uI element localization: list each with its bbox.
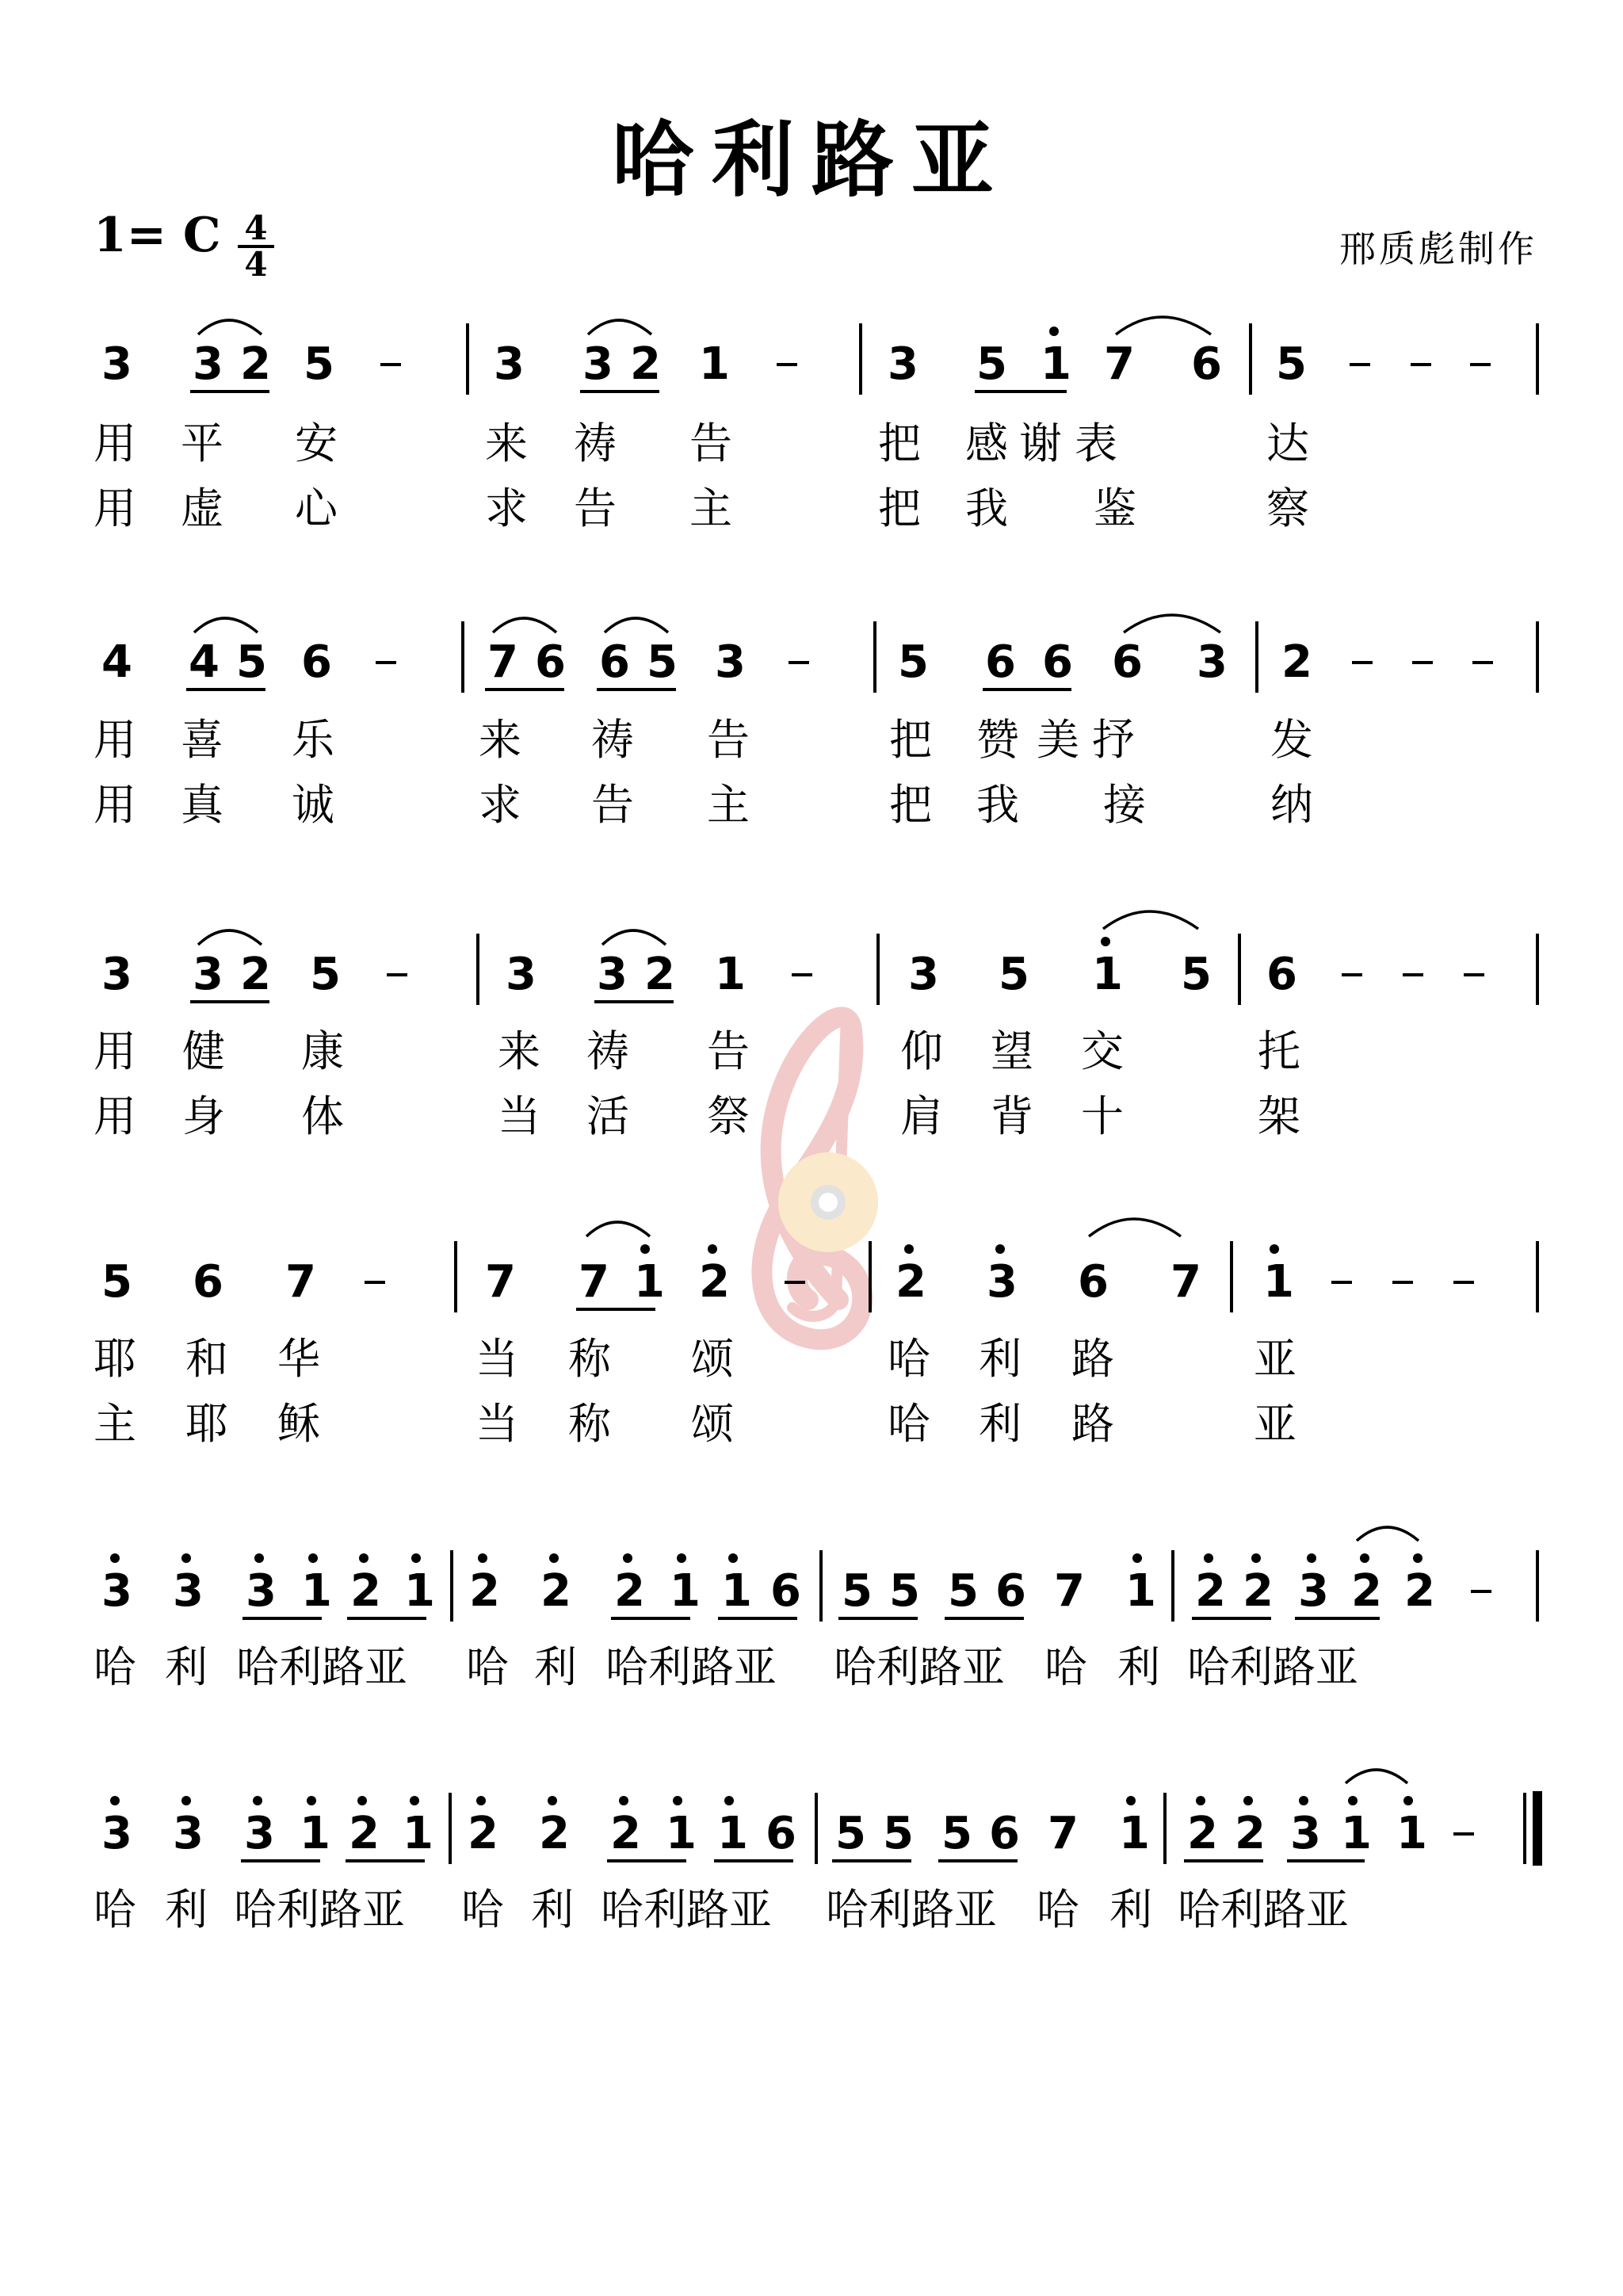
note: 2 [240, 338, 271, 390]
svg-text:2: 2 [349, 1808, 380, 1859]
note: 3 [888, 338, 918, 390]
svg-text:当: 当 [475, 1334, 518, 1384]
svg-text:哈利路亚: 哈利路亚 [236, 1642, 407, 1692]
svg-text:5: 5 [236, 636, 267, 688]
svg-text:把: 把 [889, 715, 932, 765]
svg-text:虚: 虚 [181, 483, 223, 533]
svg-text:7: 7 [285, 1256, 316, 1308]
svg-text:告: 告 [689, 418, 732, 468]
note: 6 [1191, 338, 1222, 390]
svg-text:1: 1 [717, 1808, 748, 1859]
svg-text:告: 告 [591, 780, 634, 830]
svg-text:1: 1 [721, 1565, 752, 1617]
svg-text:颂: 颂 [691, 1334, 734, 1384]
svg-text:1: 1 [1341, 1808, 1372, 1859]
svg-text:用: 用 [94, 483, 136, 533]
time-signature-top: 4 [244, 208, 268, 247]
svg-text:1: 1 [1125, 1565, 1156, 1617]
svg-text:把: 把 [889, 780, 932, 830]
svg-text:1: 1 [300, 1808, 330, 1859]
svg-text:康: 康 [301, 1026, 344, 1076]
svg-text:5: 5 [898, 636, 929, 688]
note: 3 [494, 338, 525, 390]
svg-text:2: 2 [468, 1808, 498, 1859]
svg-text:2: 2 [469, 1565, 500, 1617]
svg-text:6: 6 [985, 636, 1016, 688]
svg-text:发: 发 [1270, 715, 1313, 765]
svg-text:利: 利 [1117, 1642, 1160, 1692]
svg-text:当: 当 [498, 1091, 540, 1141]
svg-text:把: 把 [878, 418, 921, 468]
svg-text:3: 3 [193, 949, 223, 1000]
svg-text:活: 活 [586, 1091, 629, 1141]
note: 1 [699, 338, 730, 390]
svg-text:1: 1 [670, 1565, 701, 1617]
key-signature: 1= C [94, 208, 221, 263]
svg-text:哈利路亚: 哈利路亚 [826, 1885, 997, 1935]
svg-text:称: 称 [568, 1334, 611, 1384]
svg-text:1: 1 [1119, 1808, 1150, 1859]
row-2 [94, 615, 1537, 830]
svg-text:来: 来 [498, 1026, 540, 1076]
svg-text:利: 利 [531, 1885, 574, 1935]
note: 7 [1104, 338, 1135, 390]
svg-text:5: 5 [647, 636, 678, 688]
svg-text:背: 背 [991, 1091, 1033, 1141]
svg-text:2: 2 [610, 1808, 641, 1859]
svg-text:3: 3 [908, 949, 939, 1000]
svg-text:3: 3 [173, 1565, 204, 1617]
svg-text:3: 3 [1298, 1565, 1329, 1617]
svg-text:2: 2 [644, 949, 675, 1000]
svg-text:乐: 乐 [292, 715, 334, 765]
svg-text:3: 3 [173, 1808, 204, 1859]
svg-text:感: 感 [965, 418, 1008, 468]
svg-text:哈利路亚: 哈利路亚 [1187, 1642, 1358, 1692]
svg-text:望: 望 [991, 1026, 1033, 1076]
note: 5 [1276, 338, 1307, 390]
row-1 [94, 317, 1537, 533]
svg-text:利: 利 [165, 1885, 208, 1935]
svg-text:6: 6 [770, 1565, 801, 1617]
svg-text:架: 架 [1258, 1091, 1300, 1141]
svg-text:利: 利 [165, 1642, 208, 1692]
svg-text:3: 3 [1290, 1808, 1321, 1859]
svg-text:主: 主 [94, 1399, 136, 1449]
treble-clef-watermark-icon [762, 1014, 878, 1339]
svg-text:告: 告 [707, 1026, 750, 1076]
svg-text:达: 达 [1266, 418, 1309, 468]
svg-text:我: 我 [976, 780, 1019, 830]
svg-text:路: 路 [1071, 1334, 1114, 1384]
svg-text:2: 2 [240, 949, 271, 1000]
svg-text:体: 体 [301, 1091, 344, 1141]
svg-text:2: 2 [896, 1256, 926, 1308]
svg-text:3: 3 [987, 1256, 1018, 1308]
svg-text:6: 6 [995, 1565, 1026, 1617]
svg-text:6: 6 [1042, 636, 1073, 688]
svg-text:5: 5 [310, 949, 341, 1000]
svg-text:3: 3 [597, 949, 628, 1000]
svg-text:5: 5 [835, 1808, 866, 1859]
svg-text:祷: 祷 [574, 418, 617, 468]
svg-text:3: 3 [246, 1565, 277, 1617]
svg-text:5: 5 [948, 1565, 979, 1617]
svg-text:2: 2 [1404, 1565, 1435, 1617]
svg-text:3: 3 [244, 1808, 275, 1859]
svg-text:1: 1 [301, 1565, 332, 1617]
svg-text:3: 3 [1197, 636, 1228, 688]
svg-text:亚: 亚 [1254, 1334, 1296, 1384]
svg-text:祭: 祭 [707, 1091, 750, 1141]
svg-text:稣: 稣 [277, 1399, 320, 1449]
svg-text:用: 用 [94, 1026, 136, 1076]
svg-text:用: 用 [94, 715, 136, 765]
svg-text:抒: 抒 [1092, 715, 1135, 765]
svg-text:用: 用 [94, 418, 136, 468]
row-5 [94, 1527, 1537, 1692]
svg-text:6: 6 [989, 1808, 1020, 1859]
svg-text:7: 7 [1048, 1808, 1079, 1859]
svg-text:6: 6 [599, 636, 630, 688]
svg-text:6: 6 [766, 1808, 796, 1859]
svg-text:托: 托 [1258, 1026, 1300, 1076]
svg-text:主: 主 [707, 780, 750, 830]
svg-text:察: 察 [1266, 483, 1309, 533]
svg-text:2: 2 [1351, 1565, 1382, 1617]
svg-text:2: 2 [1187, 1808, 1218, 1859]
svg-text:7: 7 [1054, 1565, 1085, 1617]
svg-text:华: 华 [277, 1334, 320, 1384]
svg-text:2: 2 [1235, 1808, 1266, 1859]
note: 1 [1041, 338, 1071, 390]
svg-text:哈: 哈 [466, 1642, 509, 1692]
svg-text:健: 健 [182, 1026, 225, 1076]
svg-text:喜: 喜 [181, 715, 223, 765]
svg-text:哈利路亚: 哈利路亚 [605, 1642, 777, 1692]
svg-text:5: 5 [883, 1808, 914, 1859]
svg-text:2: 2 [540, 1565, 571, 1617]
svg-text:祷: 祷 [586, 1026, 629, 1076]
svg-text:耶: 耶 [185, 1399, 228, 1449]
svg-text:3: 3 [506, 949, 537, 1000]
svg-text:谢: 谢 [1019, 418, 1062, 468]
svg-text:十: 十 [1081, 1091, 1124, 1141]
svg-text:利: 利 [979, 1334, 1022, 1384]
svg-text:6: 6 [1112, 636, 1143, 688]
svg-text:1: 1 [634, 1256, 665, 1308]
svg-text:6: 6 [1266, 949, 1297, 1000]
svg-text:1: 1 [1396, 1808, 1427, 1859]
svg-text:1: 1 [1263, 1256, 1294, 1308]
svg-text:2: 2 [539, 1808, 570, 1859]
svg-text:告: 告 [707, 715, 750, 765]
svg-text:当: 当 [475, 1399, 518, 1449]
svg-text:身: 身 [182, 1091, 225, 1141]
note: 3 [101, 338, 132, 390]
svg-text:称: 称 [568, 1399, 611, 1449]
svg-text:来: 来 [479, 715, 521, 765]
svg-text:鉴: 鉴 [1094, 483, 1136, 533]
svg-text:2: 2 [614, 1565, 645, 1617]
svg-text:告: 告 [574, 483, 617, 533]
svg-text:7: 7 [485, 1256, 516, 1308]
svg-text:3: 3 [101, 1808, 132, 1859]
note: 5 [304, 338, 334, 390]
note: 2 [630, 338, 661, 390]
svg-text:1: 1 [403, 1808, 433, 1859]
svg-text:哈利路亚: 哈利路亚 [601, 1885, 772, 1935]
svg-text:表: 表 [1075, 418, 1117, 468]
svg-text:利: 利 [1109, 1885, 1152, 1935]
svg-text:利: 利 [979, 1399, 1022, 1449]
svg-text:6: 6 [535, 636, 566, 688]
svg-text:1: 1 [404, 1565, 435, 1617]
row-6 [94, 1770, 1542, 1935]
svg-text:安: 安 [295, 418, 338, 468]
svg-text:哈: 哈 [888, 1399, 930, 1449]
svg-text:和: 和 [185, 1334, 228, 1384]
svg-text:我: 我 [965, 483, 1008, 533]
svg-text:7: 7 [487, 636, 518, 688]
svg-text:3: 3 [715, 636, 746, 688]
svg-text:用: 用 [94, 1091, 136, 1141]
svg-text:3: 3 [101, 949, 132, 1000]
svg-text:6: 6 [301, 636, 332, 688]
svg-text:4: 4 [101, 636, 132, 688]
svg-text:哈: 哈 [1037, 1885, 1079, 1935]
svg-text:2: 2 [699, 1256, 730, 1308]
svg-text:5: 5 [889, 1565, 920, 1617]
svg-text:路: 路 [1071, 1399, 1114, 1449]
note: 5 [976, 338, 1007, 390]
svg-text:美: 美 [1037, 715, 1079, 765]
svg-text:交: 交 [1081, 1026, 1124, 1076]
svg-text:2: 2 [1195, 1565, 1226, 1617]
svg-text:用: 用 [94, 780, 136, 830]
svg-text:哈利路亚: 哈利路亚 [834, 1642, 1005, 1692]
song-title: 哈利路亚 [611, 111, 1011, 208]
svg-text:哈利路亚: 哈利路亚 [234, 1885, 405, 1935]
svg-text:哈: 哈 [1044, 1642, 1087, 1692]
svg-text:4: 4 [189, 636, 220, 688]
svg-text:求: 求 [485, 483, 528, 533]
svg-text:耶: 耶 [94, 1334, 136, 1384]
svg-text:哈: 哈 [461, 1885, 504, 1935]
svg-text:诚: 诚 [292, 780, 334, 830]
svg-text:2: 2 [1243, 1565, 1274, 1617]
svg-text:5: 5 [101, 1256, 132, 1308]
svg-text:5: 5 [842, 1565, 873, 1617]
svg-text:7: 7 [579, 1256, 609, 1308]
time-signature-bottom: 4 [244, 245, 268, 284]
svg-text:真: 真 [181, 780, 223, 830]
svg-text:哈: 哈 [94, 1642, 136, 1692]
svg-text:5: 5 [1181, 949, 1212, 1000]
note: 3 [193, 338, 223, 390]
svg-text:仰: 仰 [900, 1026, 943, 1076]
svg-text:颂: 颂 [691, 1399, 734, 1449]
svg-text:1: 1 [1092, 949, 1123, 1000]
svg-text:平: 平 [181, 418, 223, 468]
svg-text:哈: 哈 [888, 1334, 930, 1384]
svg-text:7: 7 [1170, 1256, 1201, 1308]
svg-text:3: 3 [101, 1565, 132, 1617]
svg-text:主: 主 [689, 483, 732, 533]
author-credit: 邢质彪制作 [1339, 227, 1537, 270]
svg-text:利: 利 [534, 1642, 577, 1692]
svg-text:亚: 亚 [1254, 1399, 1296, 1449]
svg-text:哈: 哈 [94, 1885, 136, 1935]
svg-text:6: 6 [193, 1256, 223, 1308]
svg-text:1: 1 [715, 949, 746, 1000]
svg-text:祷: 祷 [591, 715, 634, 765]
svg-text:把: 把 [878, 483, 921, 533]
svg-text:肩: 肩 [900, 1091, 943, 1141]
svg-text:2: 2 [1281, 636, 1312, 688]
svg-text:来: 来 [485, 418, 528, 468]
svg-text:5: 5 [941, 1808, 972, 1859]
svg-text:接: 接 [1103, 780, 1146, 830]
note: 3 [582, 338, 613, 390]
svg-text:1: 1 [666, 1808, 697, 1859]
svg-text:赞: 赞 [976, 715, 1019, 765]
svg-text:哈利路亚: 哈利路亚 [1178, 1885, 1349, 1935]
svg-text:纳: 纳 [1270, 780, 1313, 830]
svg-text:5: 5 [999, 949, 1029, 1000]
svg-text:求: 求 [479, 780, 521, 830]
svg-text:6: 6 [1078, 1256, 1109, 1308]
svg-text:心: 心 [295, 483, 338, 533]
svg-text:2: 2 [350, 1565, 381, 1617]
